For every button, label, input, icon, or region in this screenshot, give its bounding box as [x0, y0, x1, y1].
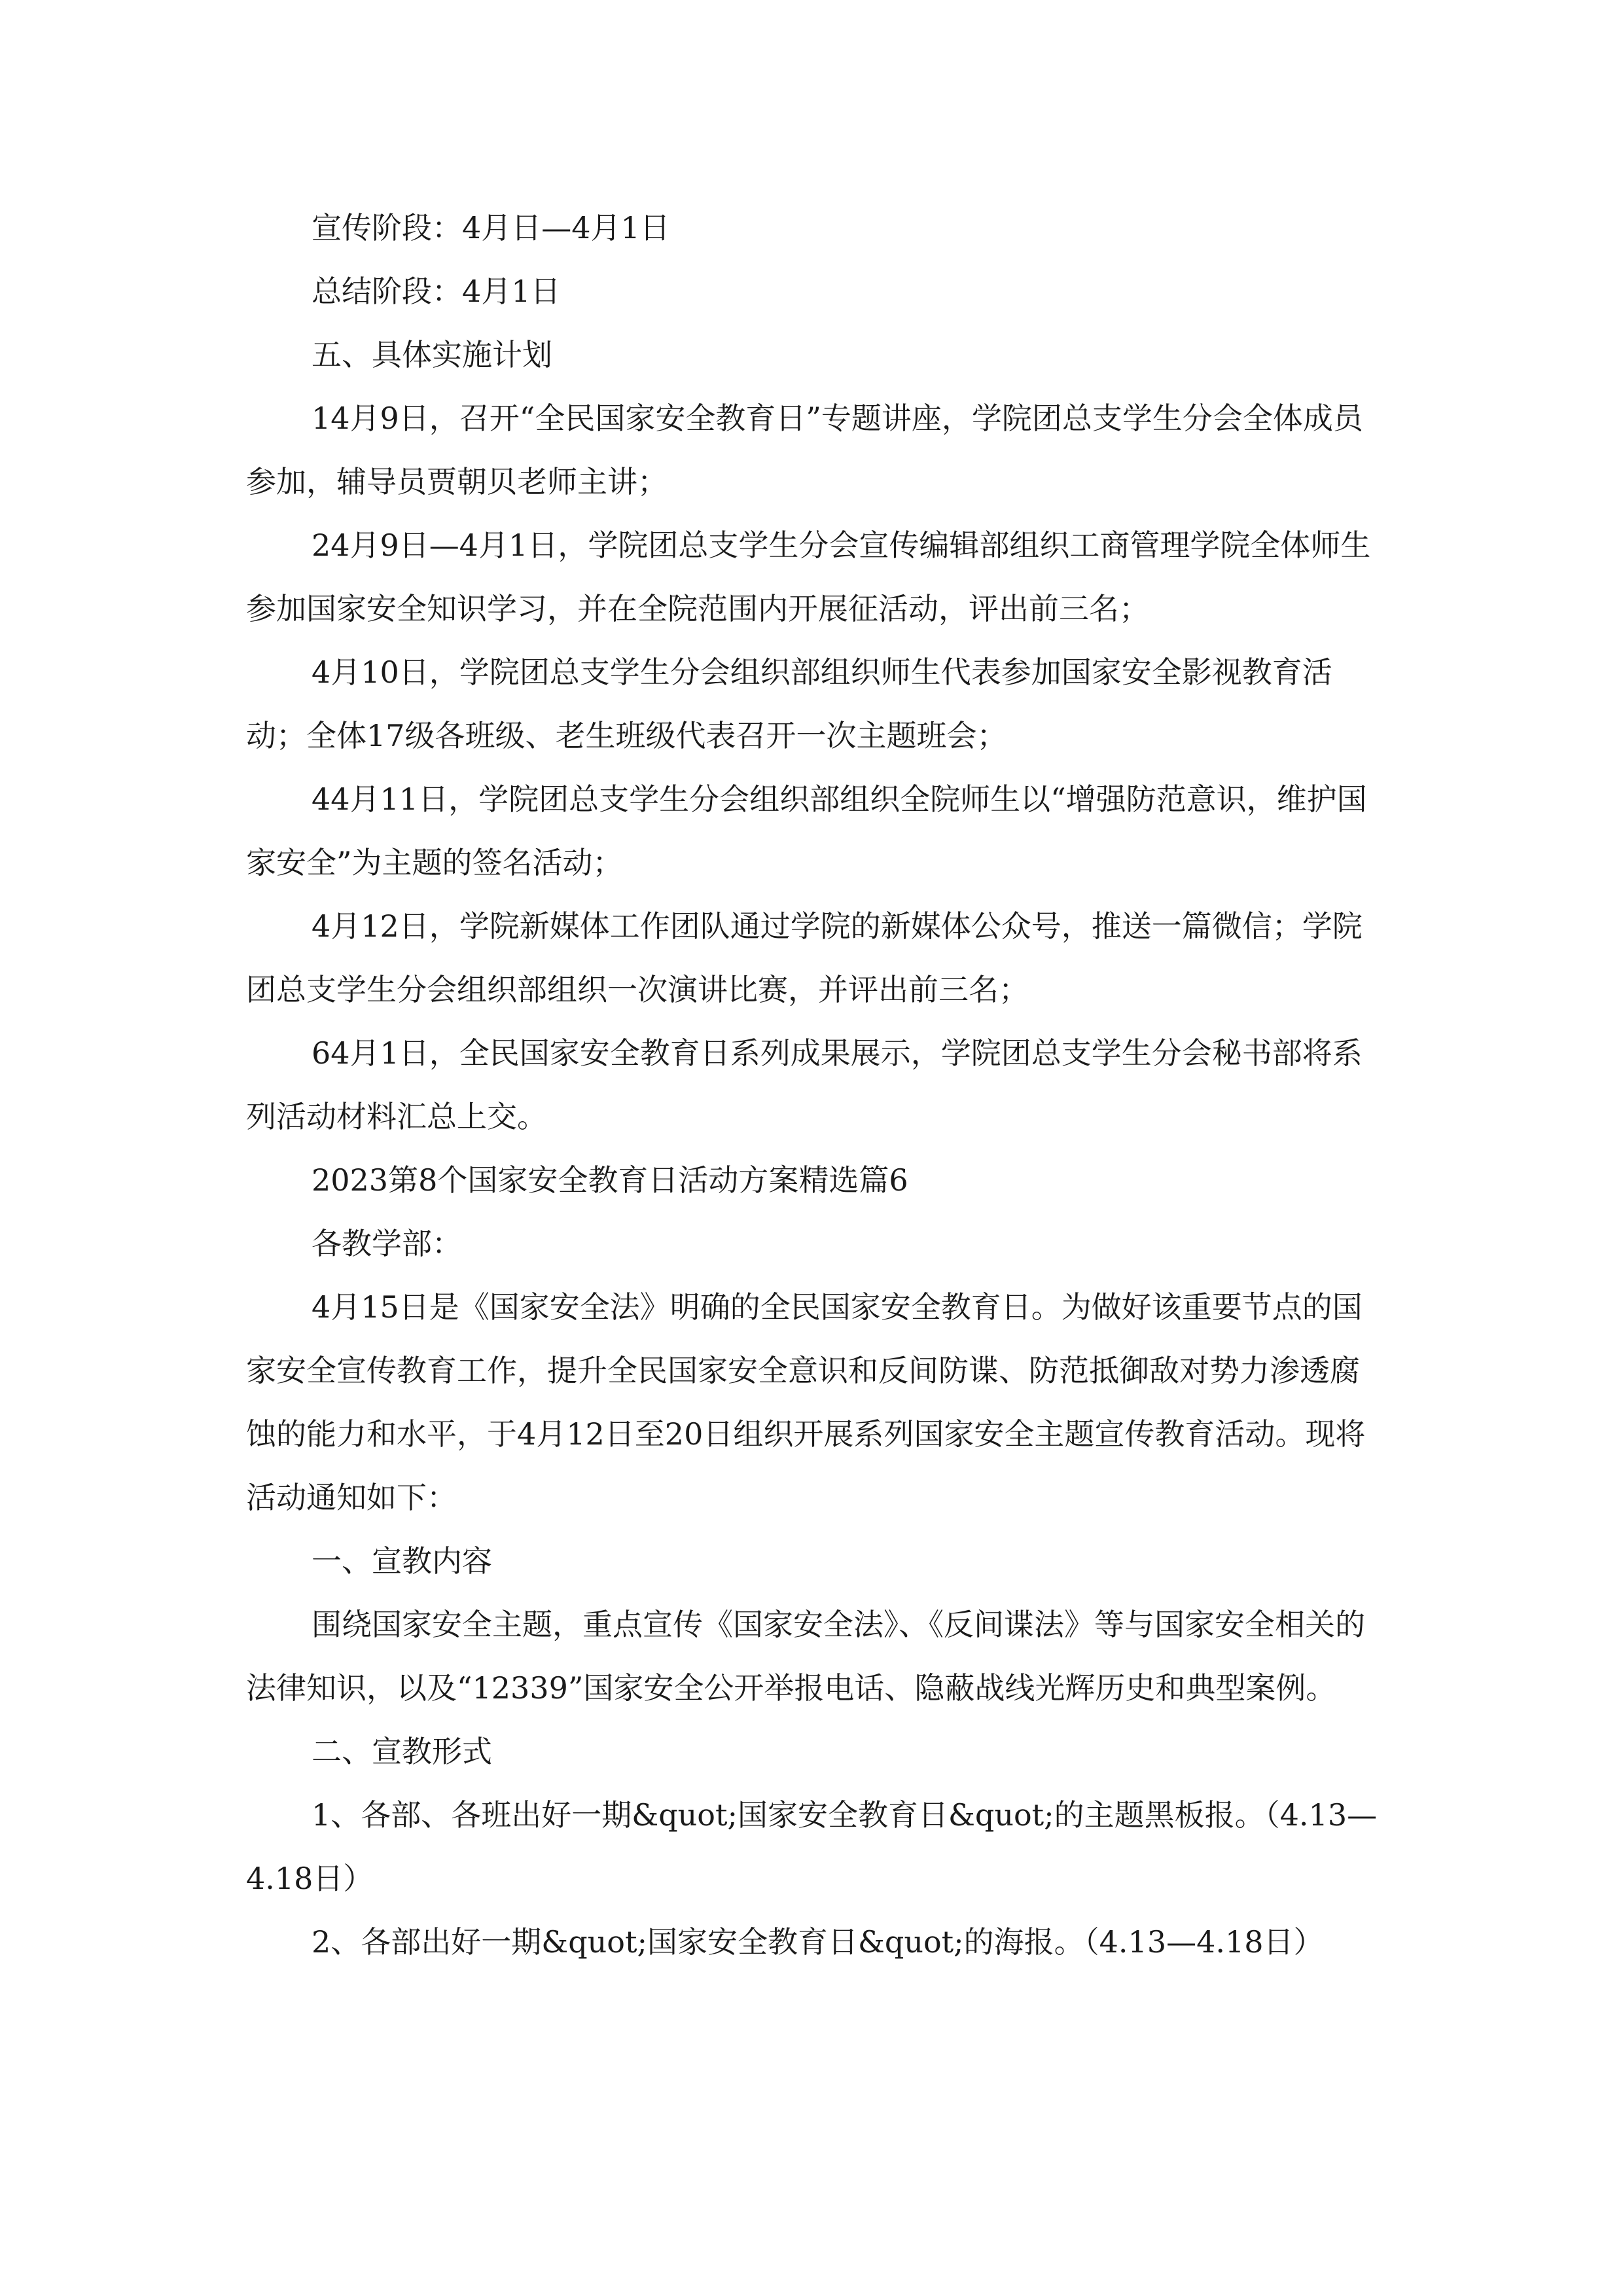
paragraph-plan-item-1: 14月9日，召开“全民国家安全教育日”专题讲座，学院团总支学生分会全体成员参加，辅导员贾朝贝老师主讲；	[246, 401, 1363, 499]
paragraph-plan-item-5: 4月12日，学院新媒体工作团队通过学院的新媒体公众号，推送一篇微信；学院团总支学生分会组织部组织一次演讲比赛，并评出前三名；	[246, 908, 1363, 1007]
paragraph-publicity-stage: 宣传阶段：4月日—4月1日	[312, 210, 670, 245]
paragraph-summary-stage: 总结阶段：4月1日	[312, 274, 561, 309]
paragraph-plan-item-6: 64月1日，全民国家安全教育日系列成果展示，学院团总支学生分会秘书部将系列活动材料汇总上交。	[246, 1035, 1363, 1134]
paragraph-plan-item-4: 44月11日，学院团总支学生分会组织部组织全院师生以“增强防范意识，维护国家安全”为主题的签名活动；	[246, 781, 1367, 880]
document-body	[246, 196, 1378, 1974]
paragraph-form-item-2: 2、各部出好一期&quot;国家安全教育日&quot;的海报。（4.13—4.18日）	[312, 1924, 1324, 1960]
salutation: 各教学部：	[312, 1226, 462, 1261]
paragraph-plan-item-2: 24月9日—4月1日，学院团总支学生分会宣传编辑部组织工商管理学院全体师生参加国家安全知识学习，并在全院范围内开展征活动，评出前三名；	[246, 528, 1371, 626]
paragraph-form-item-1: 1、各部、各班出好一期&quot;国家安全教育日&quot;的主题黑板报。（4.13—4.18日）	[246, 1797, 1378, 1896]
paragraph-content-details: 围绕国家安全主题，重点宣传《国家安全法》、《反间谍法》等与国家安全相关的法律知识，以及“12339”国家安全公开举报电话、隐蔽战线光辉历史和典型案例。	[246, 1607, 1365, 1706]
section-heading-content: 一、宣教内容	[312, 1543, 492, 1579]
section-heading-form: 二、宣教形式	[312, 1734, 492, 1769]
section-heading-implementation-plan: 五、具体实施计划	[312, 337, 552, 372]
article-title-part-6: 2023第8个国家安全教育日活动方案精选篇6	[312, 1162, 908, 1198]
paragraph-introduction: 4月15日是《国家安全法》明确的全民国家安全教育日。为做好该重要节点的国家安全宣传教育工作，提升全民国家安全意识和反间防谍、防范抵御敌对势力渗透腐蚀的能力和水平，于4月12日至20日组织开展系列国家安全主题宣传教育活动。现将活动通知如下：	[246, 1289, 1366, 1515]
paragraph-plan-item-3: 4月10日，学院团总支学生分会组织部组织师生代表参加国家安全影视教育活动；全体17级各班级、老生班级代表召开一次主题班会；	[246, 655, 1332, 753]
